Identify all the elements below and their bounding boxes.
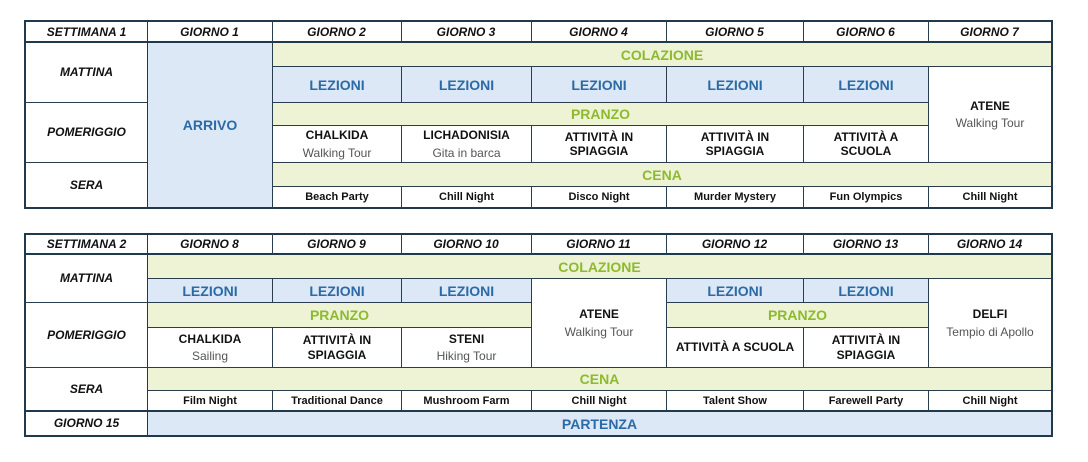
grid-line: [928, 20, 929, 42]
week1-colazione: COLAZIONE: [273, 43, 1051, 66]
week1-evening-day5: Murder Mystery: [694, 191, 776, 203]
grid-line: [24, 102, 148, 103]
week2-cena: CENA: [148, 368, 1051, 390]
grid-line: [928, 66, 929, 163]
week2-row-sera: SERA: [69, 381, 104, 396]
week2-lezioni-day8: LEZIONI: [148, 279, 272, 302]
week1-evening-day2: Beach Party: [305, 191, 369, 203]
grid-line: [531, 20, 532, 42]
grid-line: [148, 367, 1052, 368]
week2-evening-day8: Film Night: [183, 395, 237, 407]
week1-row-sera: SERA: [69, 177, 104, 192]
trip-subtitle: Walking Tour: [955, 116, 1025, 131]
grid-line: [401, 125, 402, 163]
week1-header-day6: GIORNO 6: [836, 24, 895, 39]
week1-evening-day4: Disco Night: [568, 191, 630, 203]
grid-line: [666, 233, 667, 255]
grid-line: [928, 390, 929, 411]
grid-line: [148, 278, 1052, 279]
week2-header-day11: GIORNO 11: [566, 237, 631, 251]
week2-lezioni-day9: LEZIONI: [273, 279, 401, 302]
week2-evening-day11: Chill Night: [571, 395, 627, 407]
trip-title: DELFI: [972, 307, 1008, 322]
grid-line: [666, 66, 667, 103]
activity-subtitle: Hiking Tour: [436, 349, 497, 364]
grid-line: [928, 233, 929, 255]
grid-line: [401, 390, 402, 411]
week2-header-week: SETTIMANA 2: [46, 237, 127, 251]
week2-afternoon-day8: [148, 328, 272, 367]
grid-line: [24, 367, 148, 368]
week1-evening-day7: Chill Night: [962, 191, 1018, 203]
week2-colazione: COLAZIONE: [148, 255, 1051, 278]
week1-row-pomeriggio: POMERIGGIO: [47, 125, 126, 139]
grid-line: [401, 20, 402, 42]
grid-line: [928, 186, 929, 208]
week2-lezioni-day10: LEZIONI: [402, 279, 531, 302]
week2-afternoon-day12: [667, 328, 803, 367]
grid-line: [666, 278, 667, 368]
week2-pranzo-left: PRANZO: [148, 303, 531, 327]
week2-afternoon-day13: [804, 328, 928, 367]
week1-header-day1: GIORNO 1: [180, 24, 239, 39]
activity-title: STENI: [448, 331, 485, 346]
trip-title: ATENE: [579, 307, 619, 322]
week1-header-day7: GIORNO 7: [960, 24, 1019, 39]
week1-lezioni-day3: LEZIONI: [402, 67, 531, 102]
week1-evening-day3: Chill Night: [439, 191, 494, 203]
activity-subtitle: Sailing: [191, 349, 229, 364]
week1-header-day5: GIORNO 5: [705, 24, 764, 39]
week1-afternoon-day3: [402, 126, 531, 162]
week2-evening-day9: Traditional Dance: [291, 395, 383, 407]
week2-departure: PARTENZA: [148, 412, 1051, 435]
week2-header-day10: GIORNO 10: [433, 237, 499, 251]
trip-title: ATENE: [970, 98, 1010, 113]
grid-line: [24, 302, 148, 303]
grid-line: [272, 125, 929, 126]
week1-lezioni-day6: LEZIONI: [804, 67, 928, 102]
grid-line: [24, 162, 148, 163]
activity-title: ATTIVITÀ A SCUOLA: [833, 129, 899, 158]
week1-afternoon-day6: [804, 126, 928, 162]
grid-line: [803, 66, 804, 103]
grid-line: [272, 327, 273, 368]
grid-line: [147, 20, 148, 209]
grid-line: [928, 278, 929, 368]
week1-cena: CENA: [273, 163, 1051, 186]
grid-line: [272, 278, 273, 303]
grid-line: [147, 233, 148, 437]
week1-row-mattina: MATTINA: [59, 65, 114, 79]
grid-line: [803, 20, 804, 42]
grid-line: [803, 125, 804, 163]
grid-line: [401, 327, 402, 368]
week1-header-week: SETTIMANA 1: [46, 24, 127, 39]
week2-evening-day10: Mushroom Farm: [423, 395, 510, 407]
grid-line: [803, 390, 804, 411]
grid-line: [666, 125, 667, 163]
grid-line: [272, 390, 273, 411]
trip-subtitle: Tempio di Apollo: [946, 324, 1034, 339]
week2-evening-day12: Talent Show: [703, 395, 767, 407]
grid-line: [401, 186, 402, 208]
grid-line: [666, 390, 667, 411]
grid-line: [531, 278, 532, 368]
grid-line: [531, 125, 532, 163]
week1-lezioni-day5: LEZIONI: [667, 67, 803, 102]
grid-line: [803, 327, 804, 368]
grid-line: [272, 233, 273, 255]
grid-line: [803, 186, 804, 208]
week1-header-day3: GIORNO 3: [436, 24, 496, 39]
grid-line: [272, 66, 1052, 67]
week1-arrival: ARRIVO: [148, 42, 272, 207]
activity-subtitle: Gita in barca: [432, 145, 501, 160]
grid-line: [401, 278, 402, 303]
grid-line: [148, 390, 1052, 391]
week2-header-day9: GIORNO 9: [307, 237, 366, 251]
week2-day11-trip: [532, 279, 666, 367]
week1-lezioni-day4: LEZIONI: [532, 67, 666, 102]
grid-line: [531, 186, 532, 208]
grid-line: [24, 253, 1053, 255]
activity-title: ATTIVITÀ IN SPIAGGIA: [700, 129, 770, 158]
week2-day14-trip: [929, 279, 1051, 367]
grid-line: [148, 302, 532, 303]
grid-line: [803, 278, 804, 303]
grid-line: [666, 20, 667, 42]
activity-title: ATTIVITÀ IN SPIAGGIA: [564, 129, 634, 158]
week2-row-mattina: MATTINA: [59, 271, 114, 285]
grid-line: [803, 233, 804, 255]
week2-header-day12: GIORNO 12: [701, 237, 768, 251]
grid-line: [272, 102, 929, 103]
week2-lezioni-day13: LEZIONI: [804, 279, 928, 302]
week1-pranzo: PRANZO: [273, 103, 928, 125]
week2-header-day13: GIORNO 13: [832, 237, 899, 251]
grid-line: [272, 20, 273, 209]
grid-line: [401, 66, 402, 103]
week2-lezioni-day12: LEZIONI: [667, 279, 803, 302]
activity-title: ATTIVITÀ IN SPIAGGIA: [302, 333, 372, 362]
week1-afternoon-day2: [273, 126, 401, 162]
week2-row-giorno15: GIORNO 15: [53, 416, 120, 430]
activity-subtitle: Walking Tour: [302, 145, 372, 160]
week2-row-pomeriggio: POMERIGGIO: [47, 327, 126, 342]
grid-line: [531, 233, 532, 255]
activity-title: CHALKIDA: [305, 128, 369, 143]
grid-line: [24, 410, 1053, 412]
week2-header-day14: GIORNO 14: [956, 237, 1023, 251]
week1-afternoon-day5: [667, 126, 803, 162]
week2-header-day8: GIORNO 8: [180, 237, 239, 251]
week1-header-day4: GIORNO 4: [569, 24, 628, 39]
week2-evening-day14: Chill Night: [962, 395, 1018, 407]
grid-line: [666, 186, 667, 208]
week2-afternoon-day9: [273, 328, 401, 367]
grid-line: [272, 186, 1052, 187]
week2-afternoon-day10: [402, 328, 531, 367]
grid-line: [148, 327, 532, 328]
grid-line: [666, 302, 929, 303]
grid-line: [666, 327, 929, 328]
activity-title: ATTIVITÀ IN SPIAGGIA: [831, 333, 901, 362]
activity-title: ATTIVITÀ A SCUOLA: [675, 340, 795, 355]
grid-line: [401, 233, 402, 255]
grid-line: [531, 66, 532, 103]
week1-evening-day6: Fun Olympics: [829, 191, 903, 203]
activity-title: LICHADONISIA: [423, 128, 510, 143]
week2-pranzo-right: PRANZO: [667, 303, 928, 327]
week1-lezioni-day2: LEZIONI: [273, 67, 401, 102]
activity-title: CHALKIDA: [178, 331, 242, 346]
grid-line: [24, 41, 1053, 43]
week2-evening-day13: Farewell Party: [828, 395, 904, 407]
week1-day7-trip: [929, 67, 1051, 162]
week1-header-day2: GIORNO 2: [307, 24, 366, 39]
grid-line: [272, 162, 1052, 163]
week1-afternoon-day4: [532, 126, 666, 162]
trip-subtitle: Walking Tour: [564, 324, 634, 339]
grid-line: [531, 390, 532, 411]
